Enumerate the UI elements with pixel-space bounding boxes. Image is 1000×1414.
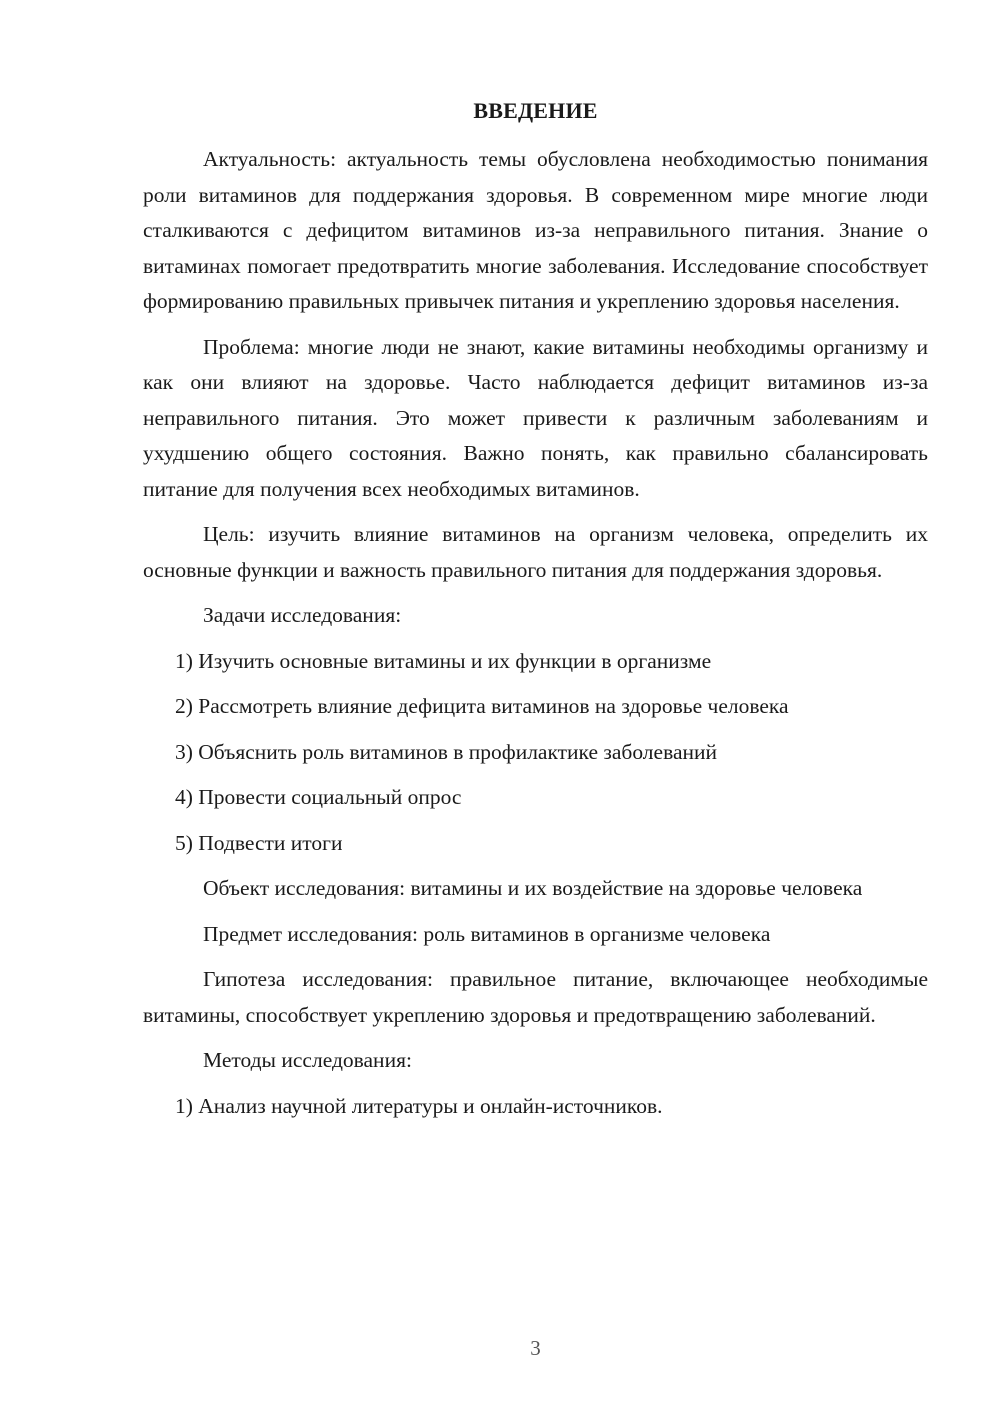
- methods-heading: Методы исследования:: [203, 1048, 412, 1072]
- hypothesis-paragraph: Гипотеза исследования: правильное питание, включающее необходимые витамины, способствует укреплению здоровья и предотвращению заболеваний.: [143, 967, 928, 1027]
- problem-paragraph: Проблема: многие люди не знают, какие витамины необходимы организму и как они влияют на здоровье. Часто наблюдается дефицит витаминов из-за неправильного питания. Это может привести к различным заболеваниям и ухудшению общего состояния. Важно понять, как правильно сбалансировать питание для получения всех необходимых витаминов.: [143, 334, 928, 501]
- list-item: 1) Изучить основные витамины и их функции в организме: [175, 648, 712, 673]
- list-item: 2) Рассмотреть влияние дефицита витаминов на здоровье человека: [175, 694, 789, 718]
- section-title: ВВЕДЕНИЕ: [473, 98, 598, 123]
- methods-list: [143, 1089, 928, 1125]
- document-body: [143, 142, 928, 1134]
- list-item: 3) Объяснить роль витаминов в профилактике заболеваний: [175, 739, 718, 764]
- tasks-heading: Задачи исследования:: [203, 603, 402, 627]
- relevance-paragraph: Актуальность: актуальность темы обусловлена необходимостью понимания роли витаминов для поддержания здоровья. В современном мире многие люди сталкиваются с дефицитом витаминов из-за неправильного питания. Знание о витаминах помогает предотвратить многие заболевания. Исследование способствует формированию правильных привычек питания и укреплению здоровья населения.: [143, 147, 928, 313]
- tasks-list: [143, 644, 928, 862]
- subject-paragraph: Предмет исследования: роль витаминов в организме человека: [203, 921, 771, 946]
- page-number: 3: [530, 1336, 541, 1360]
- document-page: [143, 0, 928, 1414]
- list-item: 4) Провести социальный опрос: [175, 785, 462, 809]
- object-paragraph: Объект исследования: витамины и их воздействие на здоровье человека: [203, 876, 863, 900]
- list-item: 1) Анализ научной литературы и онлайн-источников.: [175, 1093, 663, 1118]
- list-item: 5) Подвести итоги: [175, 830, 343, 855]
- goal-paragraph: Цель: изучить влияние витаминов на организм человека, определить их основные функции и важность правильного питания для поддержания здоровья.: [143, 522, 928, 582]
